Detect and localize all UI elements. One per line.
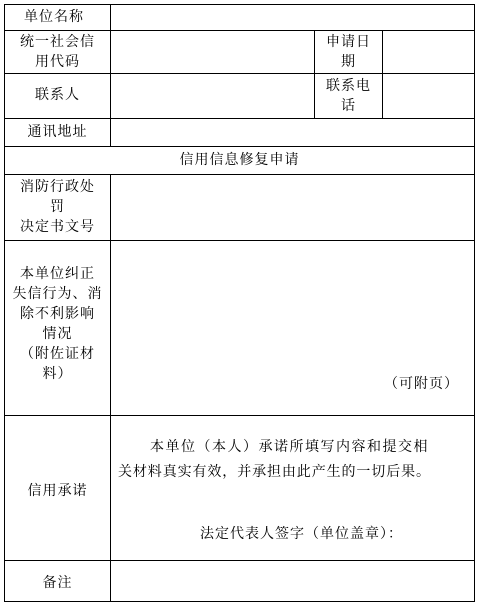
- phone-label: 联系电 话: [326, 78, 371, 114]
- address-label: 通讯地址: [27, 124, 88, 140]
- phone-field[interactable]: [383, 74, 474, 118]
- remarks-label: 备注: [42, 575, 73, 591]
- signature-area[interactable]: [111, 500, 474, 560]
- table-border-bottom: [4, 601, 475, 602]
- row-divider: [4, 146, 475, 147]
- promise-label: 信用承诺: [27, 483, 88, 499]
- correction-label: 本单位纠正 失信行为、消 除不利影响 情况 （附佐证材 料）: [12, 266, 103, 382]
- credit-code-field[interactable]: [111, 31, 314, 73]
- unit-name-field[interactable]: [111, 5, 474, 30]
- apply-date-field[interactable]: [383, 31, 474, 73]
- contact-field[interactable]: [111, 74, 314, 118]
- decision-number-field[interactable]: [111, 175, 474, 240]
- remarks-field[interactable]: [111, 561, 474, 601]
- appendix-note: （可附页）: [384, 376, 459, 392]
- contact-label: 联系人: [35, 87, 80, 103]
- section-title: 信用信息修复申请: [179, 152, 300, 168]
- unit-name-label: 单位名称: [24, 9, 84, 25]
- promise-text-line1: 本单位（本人）承诺所填写内容和提交相: [150, 439, 429, 455]
- apply-date-label: 申请日 期: [326, 34, 371, 70]
- table-border-right: [474, 4, 475, 602]
- signature-line: 法定代表人签字（单位盖章）：: [200, 526, 403, 542]
- decision-number-label: 消防行政处 罚 决定书文号: [20, 179, 95, 235]
- promise-text-line2: 关材料真实有效，并承担由此产生的一切后果。: [118, 464, 431, 480]
- credit-code-label: 统一社会信 用代码: [20, 34, 95, 70]
- row-divider: [4, 415, 475, 416]
- address-field[interactable]: [111, 119, 474, 146]
